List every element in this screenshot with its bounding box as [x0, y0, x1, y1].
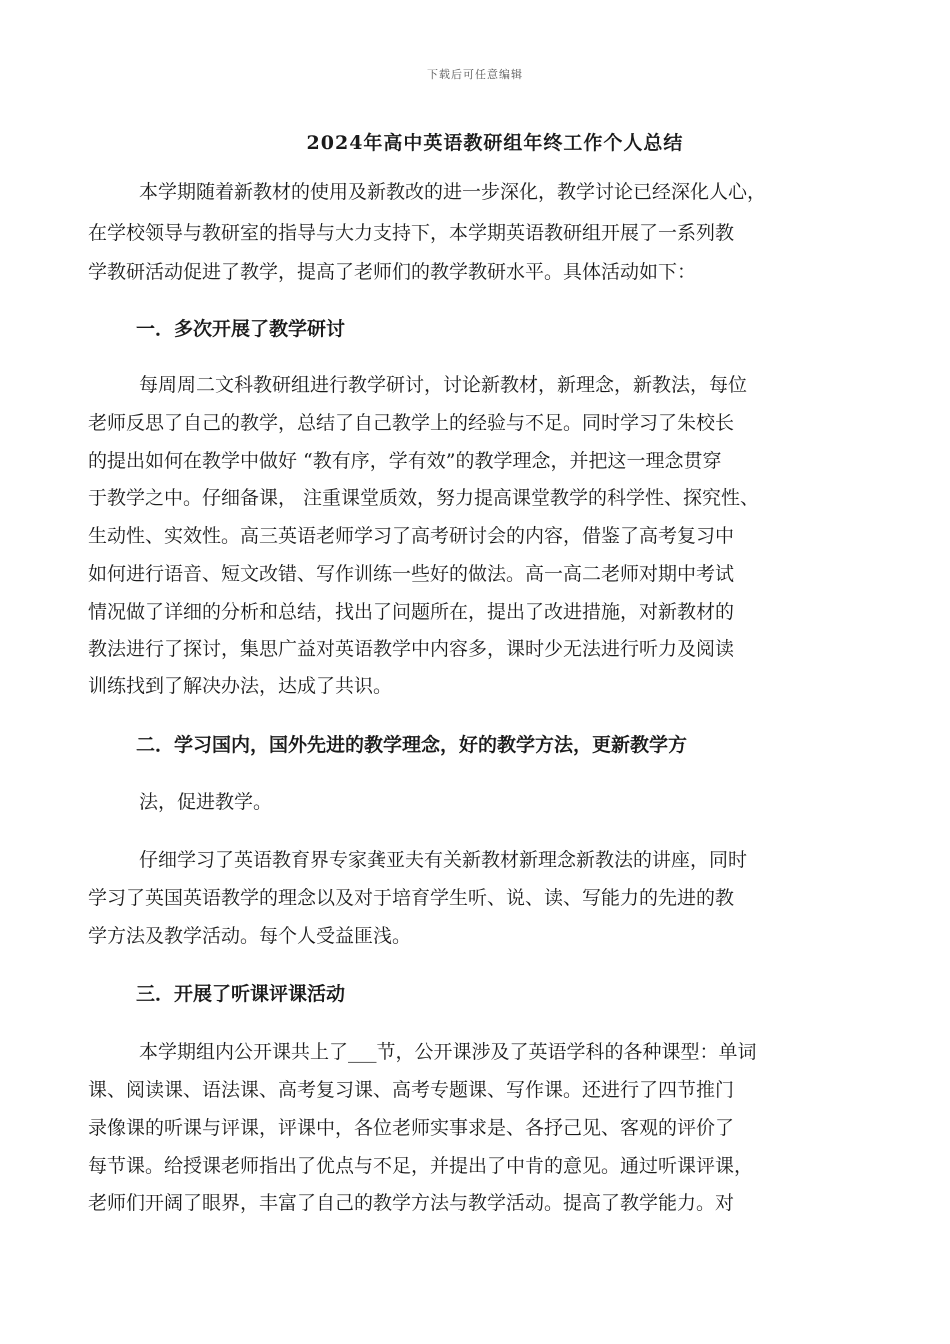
section3-line: 本学期组内公开课共上了___节，公开课涉及了英语学科的各种课型：单词 [139, 1041, 757, 1063]
section1-line: 生动性、实效性。高三英语老师学习了高考研讨会的内容，借鉴了高考复习中 [88, 525, 735, 547]
section1-line: 每周周二文科教研组进行教学研讨，讨论新教材，新理念，新教法，每位 [139, 374, 748, 396]
section2-line: 学方法及教学活动。每个人受益匪浅。 [88, 925, 412, 947]
section3-line: 录像课的听课与评课，评课中，各位老师实事求是、各抒己见、客观的评价了 [88, 1117, 735, 1139]
intro-line: 本学期随着新教材的使用及新教改的进一步深化，教学讨论已经深化人心， [139, 181, 767, 203]
section-heading-3: 三．开展了听课评课活动 [136, 983, 346, 1005]
intro-line: 学教研活动促进了教学，提高了老师们的教学教研水平。具体活动如下： [88, 261, 697, 283]
section2-line: 学习了英国英语教学的理念以及对于培育学生听、说、读、写能力的先进的教 [88, 887, 735, 909]
document-title: 2024年高中英语教研组年终工作个人总结 [306, 132, 684, 154]
section1-line: 的提出如何在教学中做好 “教有序，学有效”的教学理念，并把这一理念贯穿 [88, 450, 722, 472]
section1-line: 情况做了详细的分析和总结，找出了问题所在，提出了改进措施，对新教材的 [88, 601, 735, 623]
section1-line: 老师反思了自己的教学，总结了自己教学上的经验与不足。同时学习了朱校长 [88, 412, 735, 434]
section1-line: 如何进行语音、短文改错、写作训练一些好的做法。高一高二老师对期中考试 [88, 563, 735, 585]
section3-line: 每节课。给授课老师指出了优点与不足，并提出了中肯的意见。通过听课评课， [88, 1155, 754, 1177]
section1-line: 训练找到了解决办法，达成了共识。 [88, 675, 393, 697]
section-heading-1: 一．多次开展了教学研讨 [136, 318, 346, 340]
section3-line: 老师们开阔了眼界，丰富了自己的教学方法与教学活动。提高了教学能力。对 [88, 1192, 735, 1214]
section-heading-2-continued: 法，促进教学。 [139, 791, 273, 813]
intro-line: 在学校领导与教研室的指导与大力支持下，本学期英语教研组开展了一系列教 [88, 222, 735, 244]
section2-line: 仔细学习了英语教育界专家龚亚夫有关新教材新理念新教法的讲座，同时 [139, 849, 748, 871]
section1-line: 教法进行了探讨，集思广益对英语教学中内容多，课时少无法进行听力及阅读 [88, 638, 735, 660]
section3-line: 课、阅读课、语法课、高考复习课、高考专题课、写作课。还进行了四节推门 [88, 1079, 735, 1101]
header-note: 下载后可任意编辑 [427, 68, 523, 81]
section1-line: 于教学之中。仔细备课， 注重课堂质效，努力提高课堂教学的科学性、探究性、 [88, 487, 760, 509]
section-heading-2: 二．学习国内，国外先进的教学理念，好的教学方法，更新教学方 [136, 734, 688, 756]
